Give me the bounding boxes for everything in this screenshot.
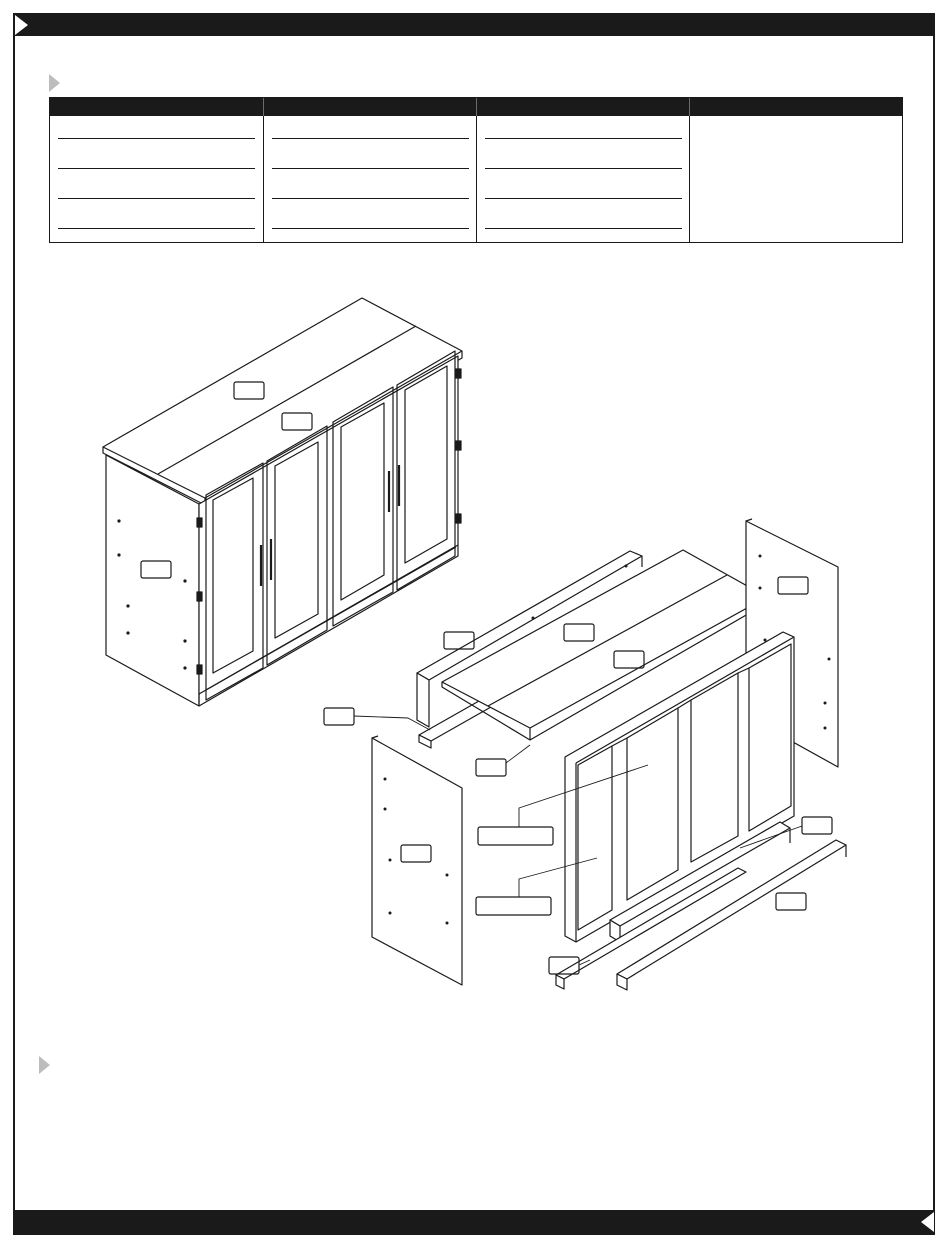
section-marker-icon: [38, 1055, 52, 1075]
footer-bar: [13, 1210, 935, 1235]
cabinet-assembled: [103, 298, 462, 706]
arrow-left-icon: [921, 1212, 935, 1233]
cabinet-exploded: [324, 519, 846, 990]
